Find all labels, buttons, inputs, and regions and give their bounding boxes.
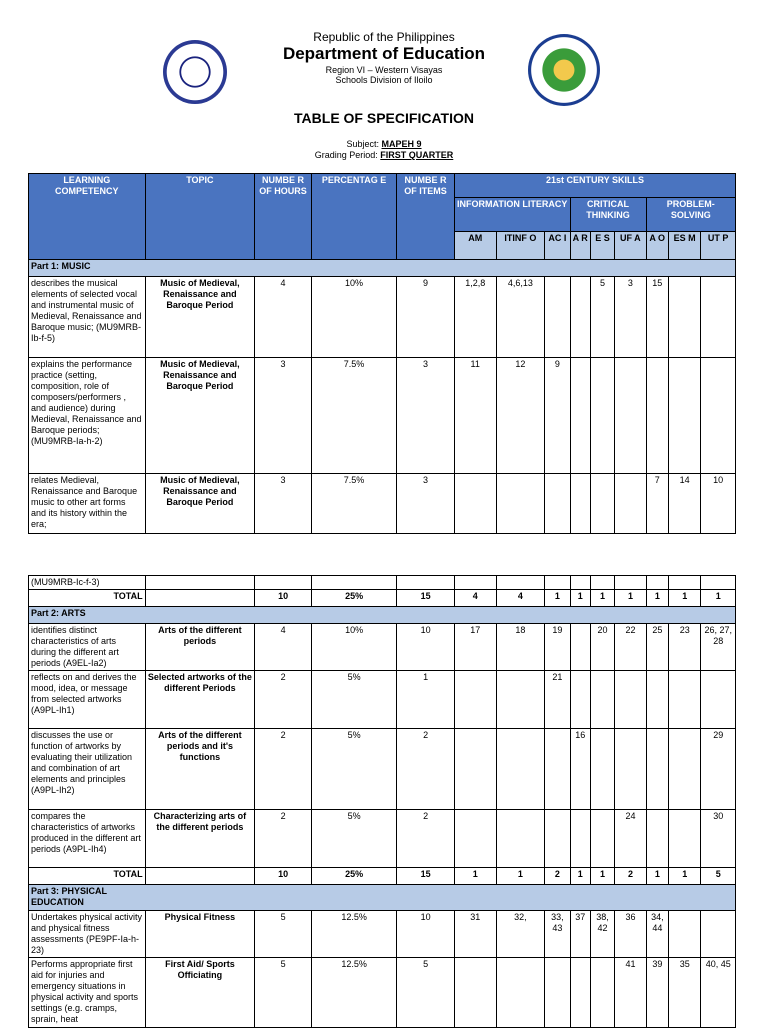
hours-cell: 3	[255, 474, 312, 534]
table-row	[29, 958, 736, 1028]
part-music-label: Part 1: MUSIC	[29, 260, 736, 277]
ar-cell	[570, 474, 590, 534]
am-cell: 31	[455, 911, 497, 958]
ar-cell: 1	[570, 590, 590, 607]
esm-cell	[668, 810, 700, 868]
aci-cell: 21	[545, 671, 570, 729]
topic-cell: Arts of the different periods and it's functions	[145, 729, 255, 810]
col-itinfo: ITINF O	[496, 232, 545, 260]
utp-cell	[701, 671, 736, 729]
esm-cell	[668, 277, 700, 358]
ar-cell	[570, 358, 590, 474]
percent-cell: 12.5%	[311, 911, 396, 958]
es-cell: 5	[590, 277, 614, 358]
am-cell: 11	[454, 358, 496, 474]
ar-cell: 16	[570, 729, 590, 810]
utp-cell: 10	[701, 474, 736, 534]
ufa-cell: 41	[615, 958, 646, 1028]
itinfo-cell: 12	[496, 358, 545, 474]
hours-cell: 3	[255, 358, 312, 474]
competency-cell: identifies distinct characteristics of arts during the different art periods (A9EL-Ia2)	[29, 624, 146, 671]
esm-cell: 23	[668, 624, 700, 671]
aci-cell: 19	[545, 624, 570, 671]
hours-cell: 2	[255, 729, 312, 810]
total-label: TOTAL	[29, 590, 146, 607]
ufa-cell: 2	[615, 868, 646, 885]
competency-cell: (MU9MRB-Ic-f-3)	[29, 576, 146, 590]
col-esm: ES M	[668, 232, 700, 260]
total-hours: 10	[255, 868, 312, 885]
utp-cell	[701, 911, 736, 958]
total-row	[29, 868, 736, 885]
specification-table-bottom	[28, 575, 736, 1028]
itinfo-cell: 32,	[496, 911, 545, 958]
table-row	[29, 358, 736, 474]
esm-cell: 35	[668, 958, 700, 1028]
ufa-cell: 22	[615, 624, 646, 671]
hours-cell: 5	[255, 911, 312, 958]
col-critical-thinking: CRITICAL THINKING	[570, 198, 646, 232]
col-topic: TOPIC	[145, 174, 255, 260]
ufa-cell: 1	[615, 590, 646, 607]
hours-cell: 5	[255, 958, 312, 1028]
ao-cell: 25	[646, 624, 668, 671]
competency-cell: Undertakes physical activity and physical fitness assessments (PE9PF-Ia-h-23)	[29, 911, 146, 958]
esm-cell	[668, 671, 700, 729]
utp-cell: 26, 27, 28	[701, 624, 736, 671]
competency-cell: describes the musical elements of selected vocal and instrumental music of Medieval, Renaissance and Baroque music; (MU9MRB-Ib-f-5)	[29, 277, 146, 358]
hours-cell: 4	[255, 624, 312, 671]
items-cell: 10	[397, 911, 455, 958]
am-cell	[454, 474, 496, 534]
ao-cell	[646, 358, 668, 474]
items-cell: 3	[397, 474, 455, 534]
table-row	[29, 576, 736, 590]
ao-cell: 1	[646, 868, 668, 885]
col-utp: UT P	[701, 232, 736, 260]
itinfo-cell: 1	[496, 868, 545, 885]
items-cell: 9	[397, 277, 455, 358]
col-am: AM	[454, 232, 496, 260]
ar-cell	[570, 671, 590, 729]
utp-cell: 29	[701, 729, 736, 810]
col-competency: LEARNING COMPETENCY	[29, 174, 146, 260]
competency-cell: reflects on and derives the mood, idea, or message from selected artworks (A9PL-Ih1)	[29, 671, 146, 729]
utp-cell: 40, 45	[701, 958, 736, 1028]
items-cell: 2	[397, 810, 455, 868]
utp-cell: 30	[701, 810, 736, 868]
table-row	[29, 277, 736, 358]
period-value: FIRST QUARTER	[380, 150, 454, 160]
itinfo-cell: 4,6,13	[496, 277, 545, 358]
col-ao: A O	[646, 232, 668, 260]
aci-cell	[545, 474, 570, 534]
es-cell	[590, 671, 614, 729]
items-cell: 1	[397, 671, 455, 729]
ao-cell: 1	[646, 590, 668, 607]
es-cell: 20	[590, 624, 614, 671]
total-items: 15	[397, 590, 455, 607]
ao-cell: 34, 44	[646, 911, 668, 958]
percent-cell: 7.5%	[311, 474, 396, 534]
topic-cell: Music of Medieval, Renaissance and Baroque Period	[145, 358, 255, 474]
part-arts-label: Part 2: ARTS	[29, 607, 736, 624]
es-cell	[590, 958, 614, 1028]
hours-cell: 2	[255, 810, 312, 868]
specification-table-top	[28, 173, 736, 534]
itinfo-cell	[496, 671, 545, 729]
part-pe-label: Part 3: PHYSICAL EDUCATION	[29, 885, 736, 911]
aci-cell: 33, 43	[545, 911, 570, 958]
ar-cell	[570, 958, 590, 1028]
ufa-cell	[615, 671, 646, 729]
ufa-cell: 3	[615, 277, 646, 358]
ufa-cell: 24	[615, 810, 646, 868]
ao-cell: 7	[646, 474, 668, 534]
utp-cell	[701, 358, 736, 474]
utp-cell: 1	[701, 590, 736, 607]
am-cell: 17	[455, 624, 497, 671]
esm-cell	[668, 911, 700, 958]
document-title: TABLE OF SPECIFICATION	[294, 110, 474, 126]
topic-cell: Physical Fitness	[145, 911, 255, 958]
es-cell: 1	[590, 868, 614, 885]
competency-cell: relates Medieval, Renaissance and Baroque music to other art forms and its history within the era;	[29, 474, 146, 534]
table-row	[29, 911, 736, 958]
itinfo-cell	[496, 810, 545, 868]
ufa-cell	[615, 358, 646, 474]
itinfo-cell	[496, 474, 545, 534]
items-cell: 10	[397, 624, 455, 671]
col-aci: AC I	[545, 232, 570, 260]
ao-cell	[646, 671, 668, 729]
col-percent: PERCENTAG E	[311, 174, 396, 260]
esm-cell	[668, 358, 700, 474]
col-skills: 21st CENTURY SKILLS	[454, 174, 735, 198]
topic-cell: Music of Medieval, Renaissance and Baroque Period	[145, 277, 255, 358]
region-text: Region VI – Western Visayas	[325, 65, 443, 75]
ufa-cell	[615, 474, 646, 534]
ar-cell	[570, 277, 590, 358]
topic-cell: Arts of the different periods	[145, 624, 255, 671]
topic-cell: First Aid/ Sports Officiating	[145, 958, 255, 1028]
percent-cell: 12.5%	[311, 958, 396, 1028]
es-cell: 38, 42	[590, 911, 614, 958]
esm-cell: 1	[668, 868, 700, 885]
topic-cell: Music of Medieval, Renaissance and Baroque Period	[145, 474, 255, 534]
hours-cell: 2	[255, 671, 312, 729]
ar-cell	[570, 810, 590, 868]
period-line	[0, 150, 768, 160]
es-cell: 1	[590, 590, 614, 607]
ar-cell	[570, 624, 590, 671]
am-cell: 1,2,8	[454, 277, 496, 358]
republic-text: Republic of the Philippines	[313, 30, 455, 44]
subject-line	[0, 139, 768, 149]
es-cell	[590, 474, 614, 534]
topic-cell: Characterizing arts of the different periods	[145, 810, 255, 868]
hours-cell: 4	[255, 277, 312, 358]
col-hours: NUMBE R OF HOURS	[255, 174, 312, 260]
percent-cell: 7.5%	[311, 358, 396, 474]
total-percent: 25%	[311, 868, 396, 885]
total-items: 15	[397, 868, 455, 885]
am-cell: 4	[455, 590, 497, 607]
aci-cell	[545, 958, 570, 1028]
am-cell	[455, 958, 497, 1028]
itinfo-cell: 18	[496, 624, 545, 671]
col-problem-solving: PROBLEM-SOLVING	[646, 198, 735, 232]
esm-cell: 1	[668, 590, 700, 607]
aci-cell	[545, 277, 570, 358]
col-items: NUMBE R OF ITEMS	[397, 174, 455, 260]
aci-cell: 9	[545, 358, 570, 474]
competency-cell: explains the performance practice (setting, composition, role of composers/performers , and audience) during Medieval, Renaissance and Baroque periods; (MU9MRB-Ia-h-2)	[29, 358, 146, 474]
itinfo-cell: 4	[496, 590, 545, 607]
am-cell	[455, 729, 497, 810]
table-row	[29, 671, 736, 729]
competency-cell: compares the characteristics of artworks produced in the different art periods (A9PL-Ih4)	[29, 810, 146, 868]
am-cell	[455, 810, 497, 868]
aci-cell: 1	[545, 590, 570, 607]
es-cell	[590, 810, 614, 868]
competency-cell: discusses the use or function of artworks by evaluating their utilization and combination of art elements and principles (A9PL-Ih2)	[29, 729, 146, 810]
esm-cell: 14	[668, 474, 700, 534]
table-row	[29, 624, 736, 671]
itinfo-cell	[496, 958, 545, 1028]
esm-cell	[668, 729, 700, 810]
department-title: Department of Education	[282, 44, 486, 63]
percent-cell: 5%	[311, 671, 396, 729]
ar-cell: 37	[570, 911, 590, 958]
table-row	[29, 729, 736, 810]
period-label: Grading Period:	[314, 150, 378, 160]
letterhead	[0, 0, 768, 110]
am-cell: 1	[455, 868, 497, 885]
percent-cell: 10%	[311, 624, 396, 671]
subject-value: MAPEH 9	[381, 139, 422, 149]
col-ufa: UF A	[615, 232, 646, 260]
ao-cell	[646, 729, 668, 810]
subject-label: Subject:	[346, 139, 379, 149]
es-cell	[590, 729, 614, 810]
division-text: Schools Division of Iloilo	[335, 75, 433, 85]
ao-cell	[646, 810, 668, 868]
aci-cell	[545, 729, 570, 810]
ar-cell: 1	[570, 868, 590, 885]
aci-cell: 2	[545, 868, 570, 885]
es-cell	[590, 358, 614, 474]
total-percent: 25%	[311, 590, 396, 607]
items-cell: 2	[397, 729, 455, 810]
col-info-literacy: INFORMATION LITERACY	[454, 198, 570, 232]
aci-cell	[545, 810, 570, 868]
competency-cell: Performs appropriate first aid for injuries and emergency situations in physical activity and sports settings (e.g. cramps, sprain, heat	[29, 958, 146, 1028]
items-cell: 5	[397, 958, 455, 1028]
ao-cell: 39	[646, 958, 668, 1028]
percent-cell: 5%	[311, 729, 396, 810]
ufa-cell: 36	[615, 911, 646, 958]
total-label: TOTAL	[29, 868, 146, 885]
table-row	[29, 474, 736, 534]
percent-cell: 10%	[311, 277, 396, 358]
ao-cell: 15	[646, 277, 668, 358]
total-hours: 10	[255, 590, 312, 607]
total-row	[29, 590, 736, 607]
topic-cell: Selected artworks of the different Periods	[145, 671, 255, 729]
col-ar: A R	[570, 232, 590, 260]
ufa-cell	[615, 729, 646, 810]
table-row	[29, 810, 736, 868]
items-cell: 3	[397, 358, 455, 474]
am-cell	[455, 671, 497, 729]
utp-cell	[701, 277, 736, 358]
col-es: E S	[590, 232, 614, 260]
itinfo-cell	[496, 729, 545, 810]
utp-cell: 5	[701, 868, 736, 885]
percent-cell: 5%	[311, 810, 396, 868]
